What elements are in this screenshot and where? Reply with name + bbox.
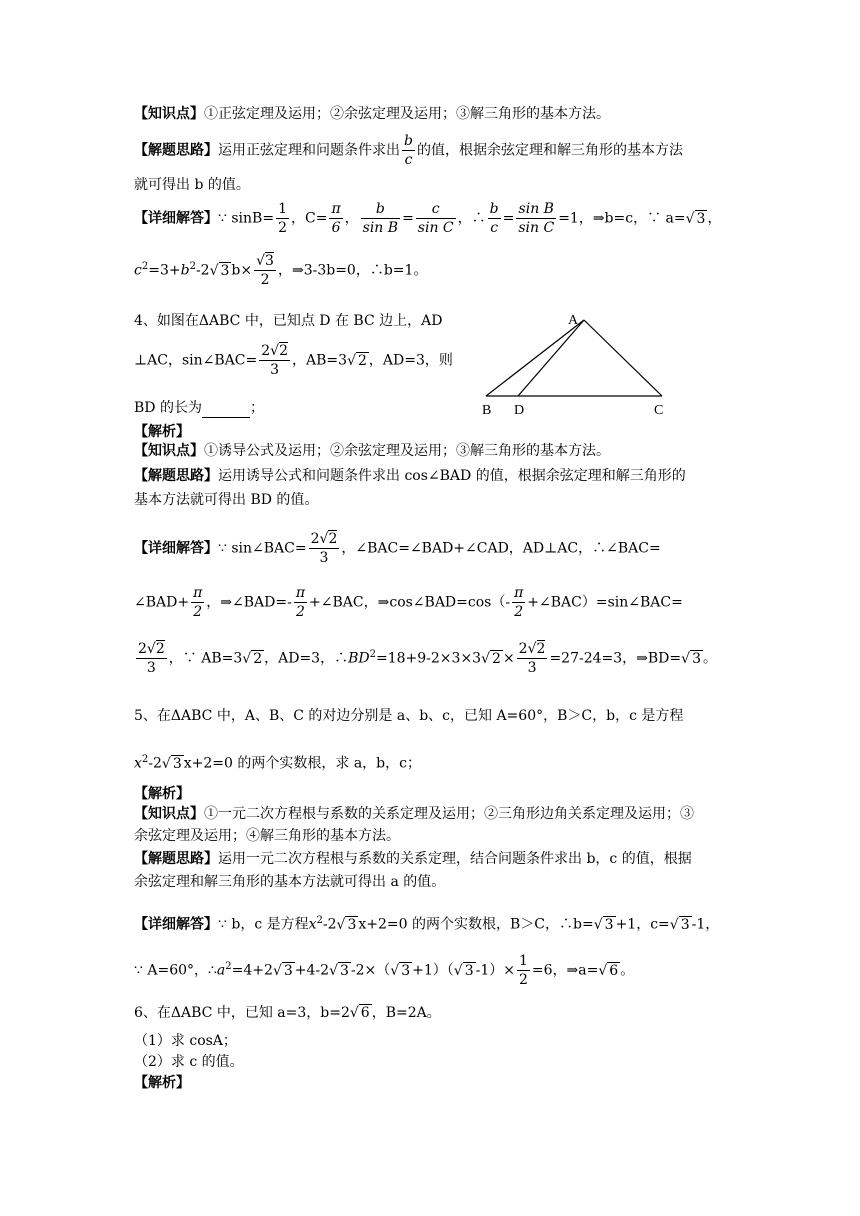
math-text: ∵ sin∠BAC= <box>218 540 307 557</box>
var-b: b <box>180 262 190 279</box>
sec4-idea-line <box>134 466 686 486</box>
sec4-idea-line-2 <box>134 490 318 510</box>
idea-text: 就可得出 b 的值。 <box>134 177 250 193</box>
detail-label: 【详细解答】 <box>134 540 218 557</box>
math-text: ， <box>344 210 359 227</box>
fraction-b-c: $\frac{b}{c}$ <box>489 201 499 236</box>
sec4-detail-line-3: $\frac{2√2}{3}$ ，∵ AB=3√ 2 ，AD=3，$\therefore BD^2=18+9-2\times 3\times 3√$ 2 × $\frac{2√2}{3}$ =27-24=3，⇒BD=√ 3 。 <box>138 641 717 676</box>
idea-text: 运用正弦定理和问题条件求出 <box>218 142 400 159</box>
sec4-detail-line-2 <box>134 584 683 621</box>
fraction-b-sinB: $\frac{b}{\text{sin B}}$ <box>362 201 399 236</box>
analysis-heading: 【解析】 <box>134 786 190 802</box>
sqrt-3: √ 3 <box>209 262 230 279</box>
var-x: x <box>134 755 142 772</box>
question-text: ； <box>249 400 264 416</box>
knowledge-text: ①诱导公式及运用；②余弦定理及运用；③解三角形的基本方法。 <box>204 443 610 459</box>
math-text: -2 <box>195 262 210 279</box>
vertex-label-C: C <box>654 403 664 418</box>
knowledge-text: ①一元二次方程根与系数的关系定理及运用；②三角形边角关系定理及运用；③ <box>204 806 694 822</box>
sqrt-3: √ 3 <box>336 916 357 933</box>
var-a: a <box>216 962 226 979</box>
triangle-figure <box>476 308 676 418</box>
math-text: = <box>502 210 515 227</box>
segment-AC <box>584 320 662 396</box>
math-text: +∠BAC）=sin∠BAC= <box>527 594 683 611</box>
question-text: 4、如图在ΔABC 中，已知点 D 在 BC 边上，AD <box>134 313 443 329</box>
sec5-detail-line-1: 【详细解答】∵ b，c 是方程$x^2-2√$ 3 x+2=0 的两个实数根，B＞C，∴b=√ 3 +1，c=√ 3 -1， <box>134 915 720 933</box>
question-text: BD 的长为 <box>134 400 202 416</box>
idea-text: 余弦定理和解三角形的基本方法就可得出 a 的值。 <box>134 874 446 890</box>
question-5-line-1 <box>134 706 683 726</box>
math-text: ，∵ AB=3 <box>168 650 243 667</box>
fraction-2sqrt2-3: $\frac{2√2}{3}$ <box>261 343 289 378</box>
math-text: 。 <box>702 650 717 667</box>
math-text: =18+9-2×3×3 <box>375 650 482 667</box>
fraction-2sqrt2-3: $\frac{2√2}{3}$ <box>310 531 338 566</box>
math-text: =6，⇒a= <box>531 962 599 979</box>
sec3-knowledge-line <box>134 104 610 124</box>
sqrt-3: √ 3 <box>272 962 293 979</box>
sqrt-2: √ 2 <box>481 650 501 667</box>
fraction-b-over-c: $\frac{b}{c}$ <box>404 133 413 168</box>
math-text: =3+ <box>148 262 181 279</box>
sqrt-3: √ 3 <box>669 916 690 933</box>
idea-text: 运用一元二次方程根与系数的关系定理，结合问题条件求出 b，c 的值，根据 <box>218 851 692 867</box>
math-text: ∠BAD+ <box>134 594 190 611</box>
fraction-pi-6: $\frac{\pi}{6}$ <box>331 201 341 236</box>
fraction-1-2: $\frac{1}{2}$ <box>518 953 528 988</box>
var-x: x <box>308 916 317 933</box>
math-text: -2×（ <box>350 962 391 979</box>
math-text: +1）（ <box>412 962 454 979</box>
math-text: -1， <box>691 916 720 933</box>
fraction-2sqrt2-3: $\frac{2√2}{3}$ <box>518 641 546 676</box>
sec4-knowledge-line <box>134 441 610 461</box>
idea-label: 【解题思路】 <box>134 468 218 484</box>
question-4-line-1 <box>134 311 442 331</box>
math-text: ，∴ <box>457 210 486 227</box>
idea-text: 的值，根据余弦定理和解三角形的基本方法 <box>416 142 683 159</box>
question-text: ，B=2A。 <box>371 1005 441 1021</box>
sqrt-3: √ 3 <box>390 962 411 979</box>
math-text: -1）× <box>475 962 515 979</box>
fraction-pi-2: $\frac{\pi}{2}$ <box>514 585 524 620</box>
question-4-line-2 <box>134 342 453 379</box>
var-BD: BD <box>348 650 370 667</box>
sec3-detail-line-2: $c^2=3+b^2-2√$ 3 b× $\frac{√3}{2}$ ，⇒3-3b=0，∴b=1。 <box>134 253 428 288</box>
answer-blank[interactable] <box>202 403 250 418</box>
idea-text: 运用诱导公式和问题条件求出 cos∠BAD 的值，根据余弦定理和解三角形的 <box>218 468 686 484</box>
fraction-1-2: $\frac{1}{2}$ <box>278 201 287 236</box>
math-text: × <box>502 650 515 667</box>
idea-label: 【解题思路】 <box>134 142 218 159</box>
sec3-detail-line <box>134 200 721 237</box>
sqrt-3: √ 3 <box>681 650 701 667</box>
question-6-part-1: （1）求 cosA； <box>134 1033 237 1049</box>
question-text: ，AD=3，则 <box>368 352 453 369</box>
math-text: ， <box>707 210 722 227</box>
sqrt-3: √ 3 <box>329 962 349 979</box>
sec5-detail-line-2: ∵ A=60°，$\therefore a^2=4+2√$ 3 +4-2√ 3 -2×（√ 3 +1）（√ 3 -1）× $\frac{1}{2}$ =6，⇒a=√ 6 。 <box>134 953 635 988</box>
math-text: ∵ sinB= <box>218 210 275 227</box>
math-text: ∵ A=60°，∴ <box>134 962 217 979</box>
knowledge-label: 【知识点】 <box>134 443 204 459</box>
math-text: ，⇒∠BAD=- <box>206 594 292 611</box>
math-text: x+2=0 的两个实数根，B＞C，∴b= <box>358 916 594 933</box>
detail-label: 【详细解答】 <box>134 210 218 227</box>
vertex-label-D: D <box>514 403 525 418</box>
analysis-heading: 【解析】 <box>134 424 190 440</box>
math-text: ，⇒3-3b=0，∴b=1。 <box>277 262 428 279</box>
sqrt-2: √ 2 <box>347 352 367 369</box>
math-text: ，C= <box>290 210 328 227</box>
sqrt-3: √ 3 <box>453 962 474 979</box>
fraction-2sqrt2-3: $\frac{2√2}{3}$ <box>138 641 165 676</box>
var-c: c <box>134 262 142 279</box>
sqrt-3: √ 3 <box>593 916 614 933</box>
fraction-sinB-sinC: $\frac{\text{sin B}}{\text{sin C}}$ <box>518 201 555 236</box>
math-text: =27-24=3，⇒BD= <box>549 650 682 667</box>
question-4-line-3 <box>134 398 264 418</box>
fraction-c-sinC: $\frac{c}{\text{sin C}}$ <box>417 201 454 236</box>
knowledge-label: 【知识点】 <box>134 806 204 822</box>
math-text: ∵ b，c 是方程 <box>218 916 309 933</box>
sec5-knowledge-line <box>134 804 694 824</box>
sqrt-6: √ 6 <box>598 962 619 979</box>
knowledge-text: ①正弦定理及运用；②余弦定理及运用；③解三角形的基本方法。 <box>204 106 610 122</box>
sec5-knowledge-line-2 <box>134 826 400 846</box>
sec4-detail-line-1 <box>134 530 661 567</box>
segment-AB <box>486 320 584 396</box>
question-text: x+2=0 的两个实数根，求 a，b，c； <box>183 755 421 772</box>
math-text: =1，⇒b=c，∵ a= <box>558 210 686 227</box>
sqrt-2: √ 2 <box>242 650 263 667</box>
fraction-pi-2: $\frac{\pi}{2}$ <box>295 585 306 620</box>
question-5-line-2: $x^2-2√$ 3 x+2=0 的两个实数根，求 a，b，c； <box>134 754 421 772</box>
sqrt-3: √ 3 <box>161 755 182 772</box>
math-text: = <box>402 210 414 227</box>
knowledge-label: 【知识点】 <box>134 106 204 122</box>
math-text: +1，c= <box>615 916 670 933</box>
sec3-idea-line <box>134 132 683 169</box>
question-text: 6、在ΔABC 中，已知 a=3，b=2 <box>134 1005 350 1021</box>
math-text: ，∠BAC=∠BAD+∠CAD，AD⊥AC，∴∠BAC= <box>341 540 661 557</box>
math-text: =4+2 <box>231 962 273 979</box>
segment-AD <box>518 320 584 396</box>
math-text: +4-2 <box>294 962 330 979</box>
math-text: +∠BAC，⇒cos∠BAD=cos（- <box>309 594 511 611</box>
fraction-sqrt3-2: $\frac{√3}{2}$ <box>256 253 274 288</box>
analysis-heading: 【解析】 <box>134 1075 190 1091</box>
detail-label: 【详细解答】 <box>134 916 218 933</box>
question-text: ，AB=3 <box>292 352 348 369</box>
question-6-line-1 <box>134 1003 441 1023</box>
sqrt-3: √ 3 <box>685 210 706 227</box>
vertex-label-B: B <box>482 403 492 418</box>
fraction-pi-2: $\frac{\pi}{2}$ <box>193 585 203 620</box>
vertex-label-A: A <box>568 313 579 328</box>
question-text: -2 <box>148 755 162 772</box>
idea-text: 基本方法就可得出 BD 的值。 <box>134 492 319 508</box>
math-text: -2 <box>322 916 337 933</box>
math-text: 。 <box>620 962 635 979</box>
question-text: 5、在ΔABC 中，A、B、C 的对边分别是 a、b、c，已知 A=60°，B＞C，b，c 是方程 <box>134 708 684 724</box>
sec3-idea-line-2 <box>134 175 250 195</box>
knowledge-text: 余弦定理及运用；④解三角形的基本方法。 <box>134 828 400 844</box>
question-6-part-2: （2）求 c 的值。 <box>134 1054 244 1070</box>
idea-label: 【解题思路】 <box>134 851 218 867</box>
math-text: ，AD=3，∴ <box>264 650 349 667</box>
sec5-idea-line <box>134 849 692 869</box>
sqrt-6: √ 6 <box>349 1005 370 1021</box>
question-text: ⊥AC，sin∠BAC= <box>134 352 258 369</box>
math-text: b× <box>231 262 253 279</box>
sec5-idea-line-2 <box>134 872 445 892</box>
